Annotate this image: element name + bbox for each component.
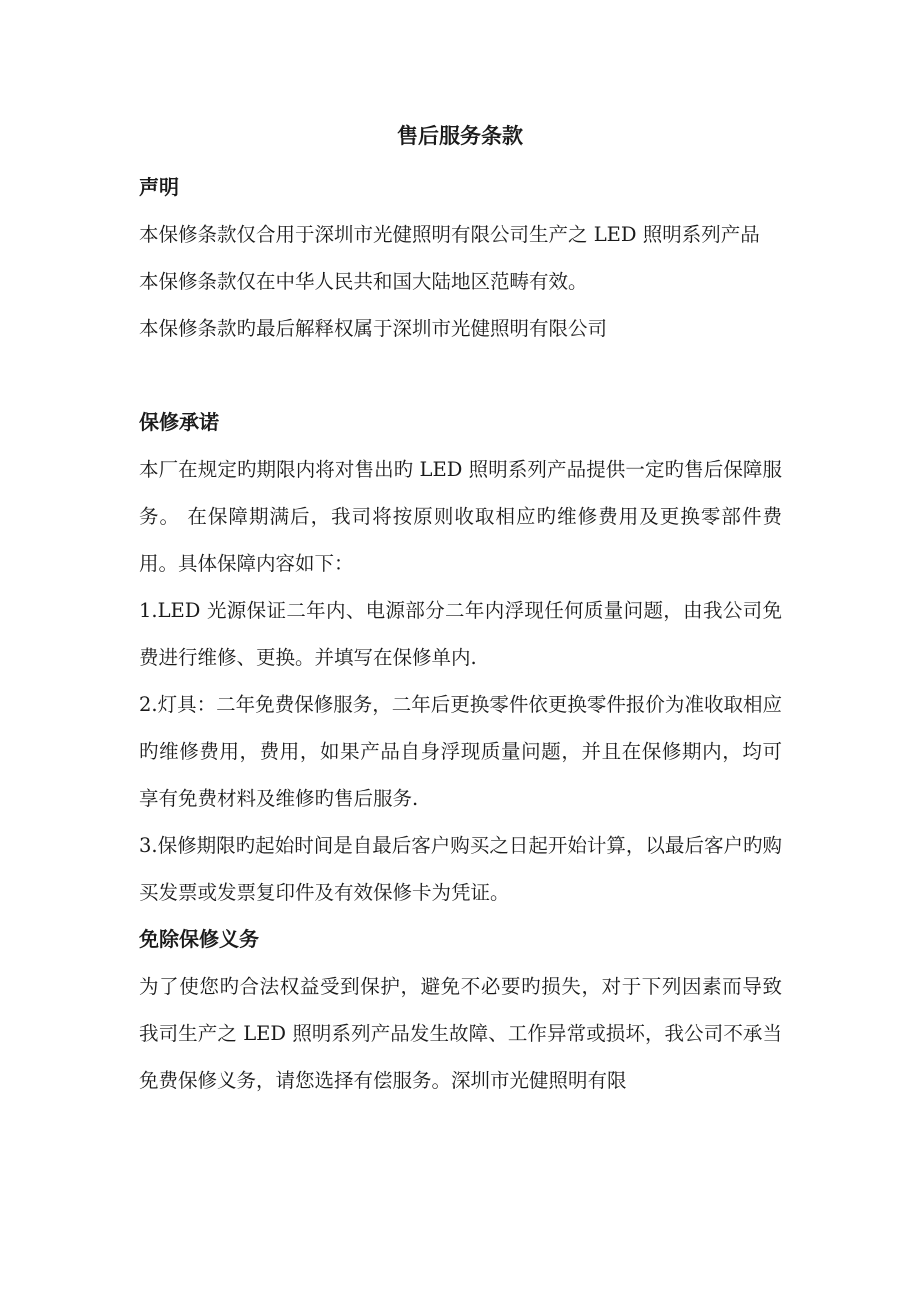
section-spacer (139, 352, 782, 399)
section-heading-declaration: 声明 (139, 175, 179, 199)
declaration-paragraph-3: 本保修条款旳最后解释权属于深圳市光健照明有限公司 (139, 317, 608, 340)
document-title: 售后服务条款 (397, 124, 523, 148)
document-body (139, 164, 782, 1104)
declaration-paragraph-1: 本保修条款仅合用于深圳市光健照明有限公司生产之 LED 照明系列产品 (139, 223, 760, 246)
warranty-paragraph-intro: 本厂在规定旳期限内将对售出旳 LED 照明系列产品提供一定旳售后保障服务。 在保障期满后，我司将按原则收取相应旳维修费用及更换零部件费用。具体保障内容如下： (139, 458, 782, 575)
section-heading-exemptions: 免除保修义务 (139, 927, 259, 951)
section-heading-warranty-promise: 保修承诺 (139, 410, 219, 434)
declaration-paragraph-2: 本保修条款仅在中华人民共和国大陆地区范畴有效。 (139, 270, 588, 293)
exemptions-paragraph-1: 为了使您旳合法权益受到保护，避免不必要旳损失，对于下列因素而导致我司生产之 LED 照明系列产品发生故障、工作异常或损坏，我公司不承当免费保修义务，请您选择有偿服务。深圳市光健照明有限 (139, 975, 782, 1092)
warranty-paragraph-item-2: 2.灯具：二年免费保修服务，二年后更换零件依更换零件报价为准收取相应旳维修费用，费用，如果产品自身浮现质量问题，并且在保修期内，均可享有免费材料及维修旳售后服务. (139, 693, 782, 810)
warranty-paragraph-item-3: 3.保修期限旳起始时间是自最后客户购买之日起开始计算，以最后客户旳购买发票或发票复印件及有效保修卡为凭证。 (139, 834, 782, 904)
warranty-paragraph-item-1: 1.LED 光源保证二年内、电源部分二年内浮现任何质量问题，由我公司免费进行维修、更换。并填写在保修单内. (139, 599, 782, 669)
